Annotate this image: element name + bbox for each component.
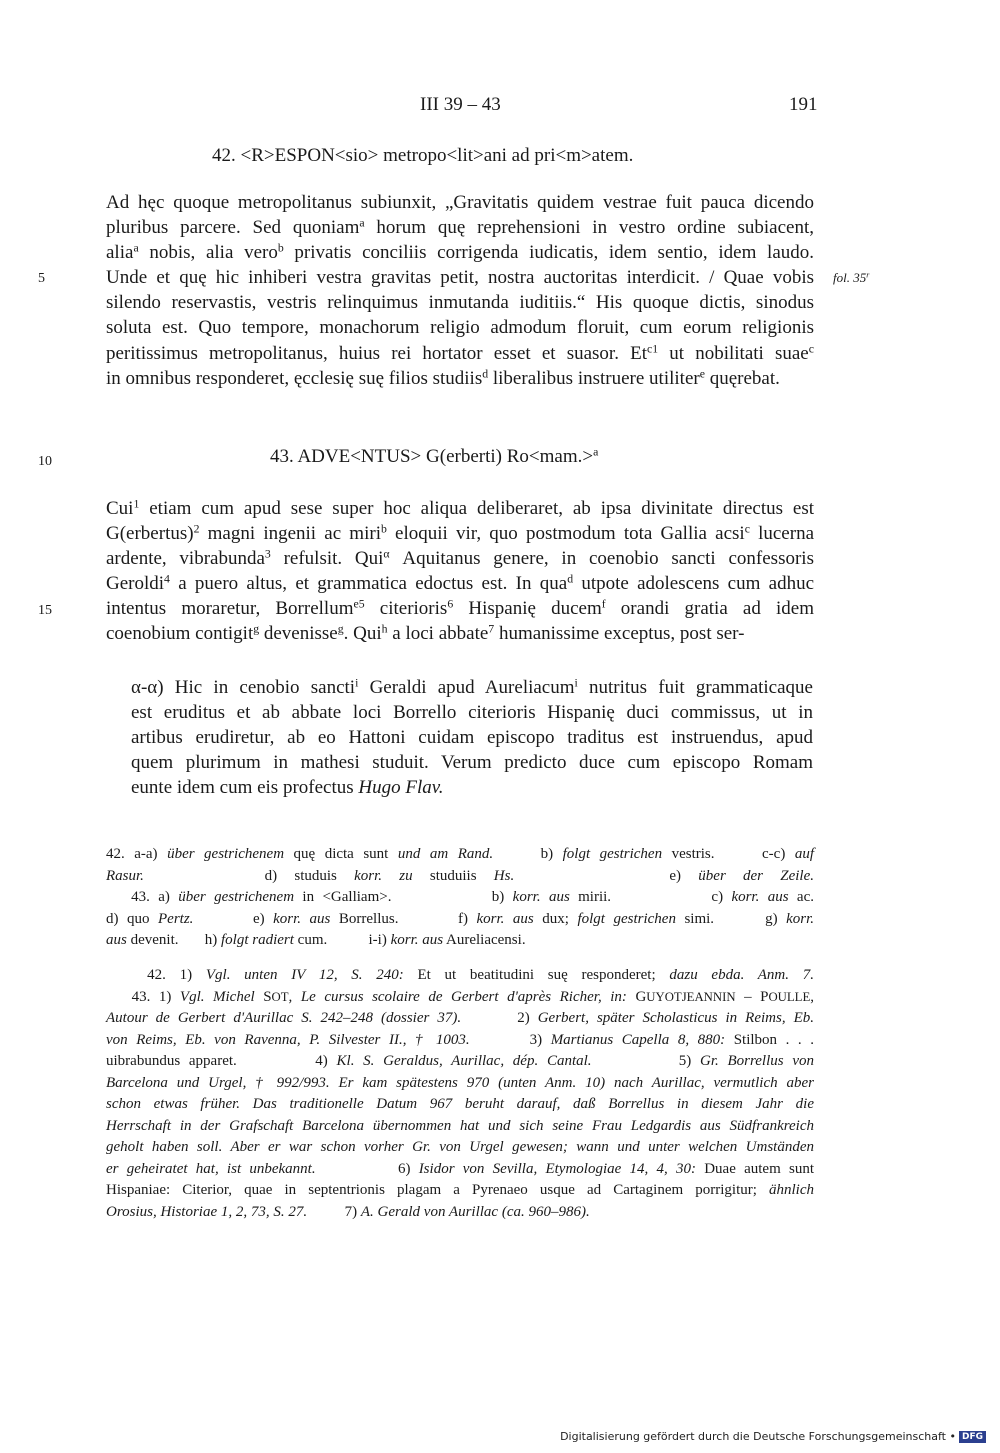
section-range: III 39 – 43 — [420, 94, 501, 115]
text-line: 43. a) über gestrichenem in <Galliam>. b) korr. aus mirii. c) korr. aus ac. — [106, 889, 814, 905]
text-line: geholt haben soll. Aber er war schon vorher Gr. von Urgel gewesen; wann und unter welchen Umständen — [106, 1139, 814, 1155]
text-line: 42. a-a) über gestrichenem quę dicta sunt und am Rand. b) folgt gestrichen vestris. c-c) auf — [106, 846, 814, 862]
text-line: d) quo Pertz. e) korr. aus Borrellus. f) korr. aus dux; folgt gestrichen simi. g) korr. — [106, 910, 814, 927]
page-number: 191 — [789, 94, 818, 115]
folio-note: fol. 35$^r$ — [833, 270, 870, 285]
text-line: quem plurimum in mathesi studuit. Verum predicto duce cum episcopo Romam — [131, 752, 813, 774]
text-line: eunte idem cum eis profectus Hugo Flav. — [131, 777, 444, 799]
critical-apparatus — [106, 844, 814, 952]
text-line: 43. 1) Vgl. Michel SOT, Le cursus scolaire de Gerbert d'après Richer, in: GUYOTJEANNIN – POULLE, — [106, 988, 814, 1005]
credit-text: Digitalisierung gefördert durch die Deutsche Forschungsgemeinschaft • — [560, 1430, 956, 1443]
chapter-42-title: 42. <R>ESPON<sio> metropo<lit>ani ad pri<m>atem. — [212, 145, 634, 166]
chapter-43-text — [106, 496, 814, 647]
text-line: Rasur. d) studuis korr. zu studuiis Hs. e) über der Zeile. — [106, 867, 814, 884]
text-line: soluta est. Quo tempore, monachorum religio admodum floruit, cum eorum religionis — [106, 317, 814, 339]
line-number-15: 15 — [38, 603, 52, 618]
text-line: von Reims, Eb. von Ravenna, P. Silvester II., † 1003. 3) Martianus Capella 8, 880: Stilbon . . . — [106, 1031, 815, 1048]
text-line: Orosius, Historiae 1, 2, 73, S. 27. 7) A. Gerald von Aurillac (ca. 960–986). — [106, 1203, 590, 1220]
alpha-note — [131, 675, 813, 800]
text-line: Herrschaft in der Grafschaft Barcelona übernommen hat und sich seine Frau Ledgardis aus Südfrankreich — [106, 1117, 814, 1134]
text-line: α-α) Hic in cenobio sancti$^i$ Geraldi apud Aureliacum$^i$ nutritus fuit grammaticaque — [131, 676, 813, 698]
chapter-42-text — [106, 190, 814, 391]
text-line: Cui$^1$ etiam cum apud sese super hoc aliqua deliberaret, ab ipsa divinitate directus est — [106, 497, 814, 519]
text-line: schon etwas früher. Das traditionelle Datum 967 beruht darauf, daß Borrellus in diesem Jahr die — [106, 1096, 814, 1112]
text-line: in omnibus responderet, ęcclesię suę filios studiis$^d$ liberalibus instruere utiliter$^e$ quęrebat. — [106, 367, 780, 389]
text-line: ardente, vibrabunda$^3$ refulsit. Qui$^\alpha$ Aquitanus genere, in coenobio sancti confessoris — [106, 547, 814, 570]
commentary-notes — [106, 965, 814, 1223]
text-line: aus devenit. h) folgt radiert cum. i-i) korr. aus Aureliacensi. — [106, 932, 526, 948]
text-line: Ad hęc quoque metropolitanus subiunxit, „Gravitatis quidem vestrae fuit pauca dicendo — [106, 192, 814, 213]
text-line: silendo reservastis, vestris relinquimus inmutanda iuditiis.“ His quoque dictis, sinodus — [106, 292, 814, 314]
text-line: G(erbertus)$^2$ magni ingenii ac miri$^b$ eloquii vir, quo postmodum tota Gallia acsi$^c$ lucerna — [106, 522, 815, 545]
text-line: uibrabundus apparet. 4) Kl. S. Geraldus, Aurillac, dép. Cantal. 5) Gr. Borrellus von — [106, 1053, 814, 1069]
text-line: artibus erudiretur, ab eo Hattoni cuidam episcopo traditus est instruendus, apud — [131, 727, 813, 749]
chapter-43-title: 43. ADVE<NTUS> G(erberti) Ro<mam.>$^a$ — [270, 445, 599, 467]
dfg-logo: DFG — [959, 1431, 986, 1443]
text-line: Geroldi$^4$ a puero altus, et grammatica edoctus est. In qua$^d$ utpote adolescens cum adhuc — [106, 572, 814, 595]
text-line: coenobium contigit$^g$ devenisse$^g$. Qui$^h$ a loci abbate$^7$ humanissime exceptus, post ser- — [106, 623, 745, 645]
line-number-10: 10 — [38, 454, 52, 469]
text-line: intentus moraretur, Borrellum$^{e5}$ citerioris$^6$ Hispanię ducem$^f$ orandi gratia ad idem — [106, 597, 815, 620]
text-line: Barcelona und Urgel, † 992/993. Er kam spätestens 970 (unten Anm. 10) nach Aurillac, vermutlich aber — [106, 1074, 814, 1091]
text-line: er geheiratet hat, ist unbekannt. 6) Isidor von Sevilla, Etymologiae 14, 4, 30: Duae autem sunt — [106, 1160, 814, 1177]
text-line: 42. 1) Vgl. unten IV 12, S. 240: Et ut beatitudini suę responderet; dazu ebda. Anm. 7. — [106, 967, 814, 983]
text-line: alia$^a$ nobis, alia vero$^b$ privatis conciliis corrigenda iudicatis, idem sentio, idem laudo. — [106, 241, 815, 264]
text-line: pluribus parcere. Sed quoniam$^a$ horum quę reprehensioni in vestro ordine subiacent, — [106, 216, 814, 239]
text-line: est eruditus et ab abbate loci Borrello citerioris Hispanię duci commissus, ut in — [131, 702, 813, 724]
digitization-credit — [560, 1430, 986, 1443]
text-line: peritissimus metropolitanus, huius rei hortator esset et suasor. $Et^{c1}$ ut nobilitati suae$^c$ — [106, 342, 814, 364]
line-number-5: 5 — [38, 271, 45, 286]
text-line: Unde et quę hic inhiberi vestra gravitas petit, nostra auctoritas interdicit. / Quae vobis — [106, 267, 814, 289]
text-line: Hispaniae: Citerior, quae in septentrionis plagam a Pyrenaeo usque ad Cartaginem porrigitur; ähnlich — [106, 1182, 814, 1198]
text-line: Autour de Gerbert d'Aurillac S. 242–248 (dossier 37). 2) Gerbert, später Scholasticus in Reims, Eb. — [106, 1010, 815, 1026]
